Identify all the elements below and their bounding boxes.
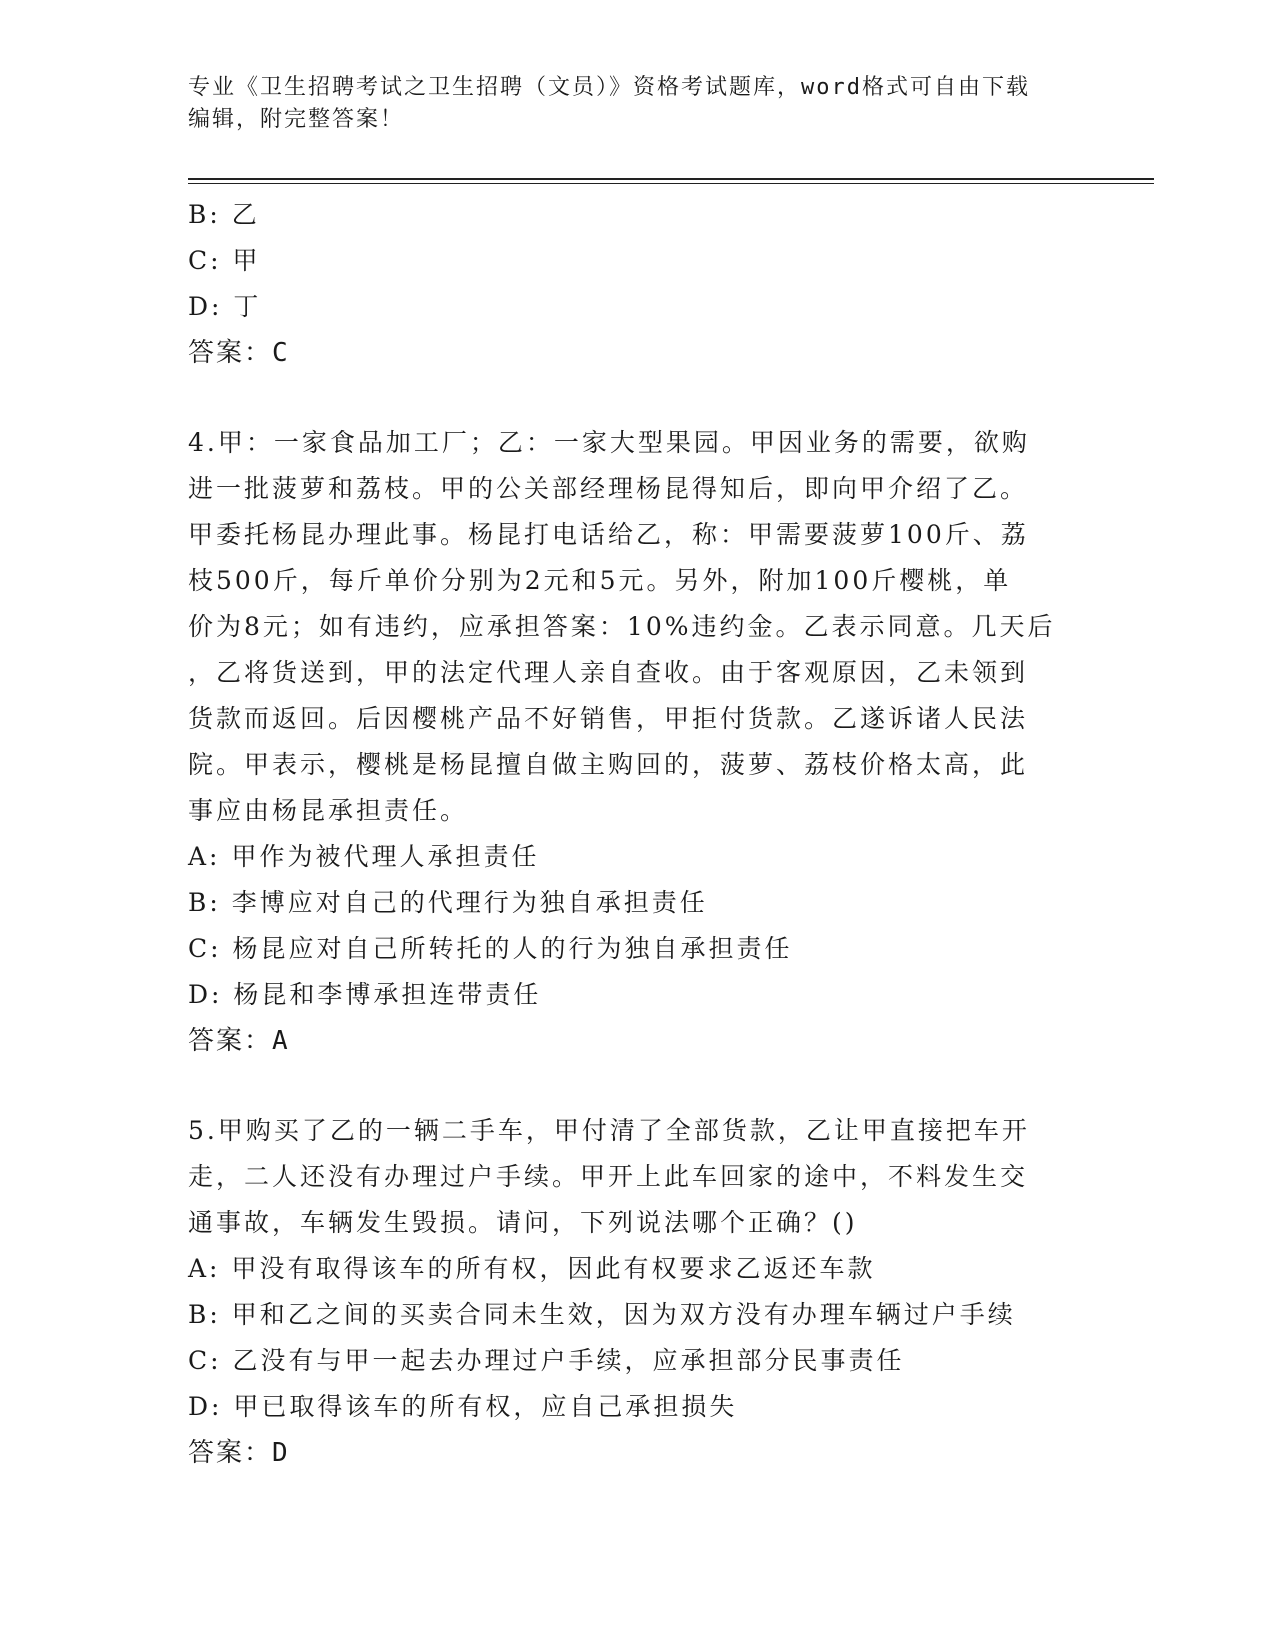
header-rule-thick: [188, 178, 1154, 180]
question-content: [188, 192, 1088, 1476]
option-b: B: 甲和乙之间的买卖合同未生效，因为双方没有办理车辆过户手续: [188, 1300, 1016, 1329]
question-text-line: 价为8元；如有违约，应承担答案：10%违约金。乙表示同意。几天后: [188, 612, 1056, 641]
question-5: [188, 1108, 1088, 1476]
option-c: C: 杨昆应对自己所转托的人的行为独自承担责任: [188, 934, 793, 963]
question-4: [188, 420, 1088, 1064]
option-d: D: 杨昆和李博承担连带责任: [188, 980, 542, 1009]
page-header: [188, 72, 1068, 136]
question-text-line: 甲委托杨昆办理此事。杨昆打电话给乙，称：甲需要菠萝100斤、荔: [188, 520, 1029, 549]
option-b: B: 李博应对自己的代理行为独自承担责任: [188, 888, 708, 917]
header-line-2: 编辑，附完整答案！: [188, 107, 405, 132]
question-text-line: 院。甲表示，樱桃是杨昆擅自做主购回的，菠萝、荔枝价格太高，此: [188, 750, 1029, 779]
answer-line: 答案：A: [188, 1026, 290, 1056]
spacer: [188, 376, 1088, 420]
answer-line: 答案：C: [188, 338, 290, 368]
question-text-line: ，乙将货送到，甲的法定代理人亲自查收。由于客观原因，乙未领到: [188, 658, 1029, 687]
question-text-line: 通事故，车辆发生毁损。请问，下列说法哪个正确？(): [188, 1208, 858, 1237]
option-b: B: 乙: [188, 200, 260, 229]
header-rule-thin: [188, 183, 1154, 184]
answer-line: 答案：D: [188, 1438, 290, 1468]
option-c: C: 乙没有与甲一起去办理过户手续，应承担部分民事责任: [188, 1346, 905, 1375]
option-c: C: 甲: [188, 246, 261, 275]
question-text-line: 走，二人还没有办理过户手续。甲开上此车回家的途中，不料发生交: [188, 1162, 1029, 1191]
question-text-line: 4.甲：一家食品加工厂；乙：一家大型果园。甲因业务的需要，欲购: [188, 428, 1030, 457]
option-d: D: 丁: [188, 292, 262, 321]
question-3-tail: [188, 192, 1088, 376]
question-text-line: 事应由杨昆承担责任。: [188, 796, 469, 825]
question-text-line: 货款而返回。后因樱桃产品不好销售，甲拒付货款。乙遂诉诸人民法: [188, 704, 1029, 733]
header-line-1: 专业《卫生招聘考试之卫生招聘（文员）》资格考试题库，word格式可自由下载: [188, 75, 1030, 100]
spacer: [188, 1064, 1088, 1108]
question-text-line: 进一批菠萝和荔枝。甲的公关部经理杨昆得知后，即向甲介绍了乙。: [188, 474, 1029, 503]
question-text-line: 枝500斤，每斤单价分别为2元和5元。另外，附加100斤樱桃，单: [188, 566, 1012, 595]
question-text-line: 5.甲购买了乙的一辆二手车，甲付清了全部货款，乙让甲直接把车开: [188, 1116, 1030, 1145]
option-a: A: 甲没有取得该车的所有权，因此有权要求乙返还车款: [188, 1254, 876, 1283]
option-d: D: 甲已取得该车的所有权，应自己承担损失: [188, 1392, 738, 1421]
option-a: A: 甲作为被代理人承担责任: [188, 842, 540, 871]
